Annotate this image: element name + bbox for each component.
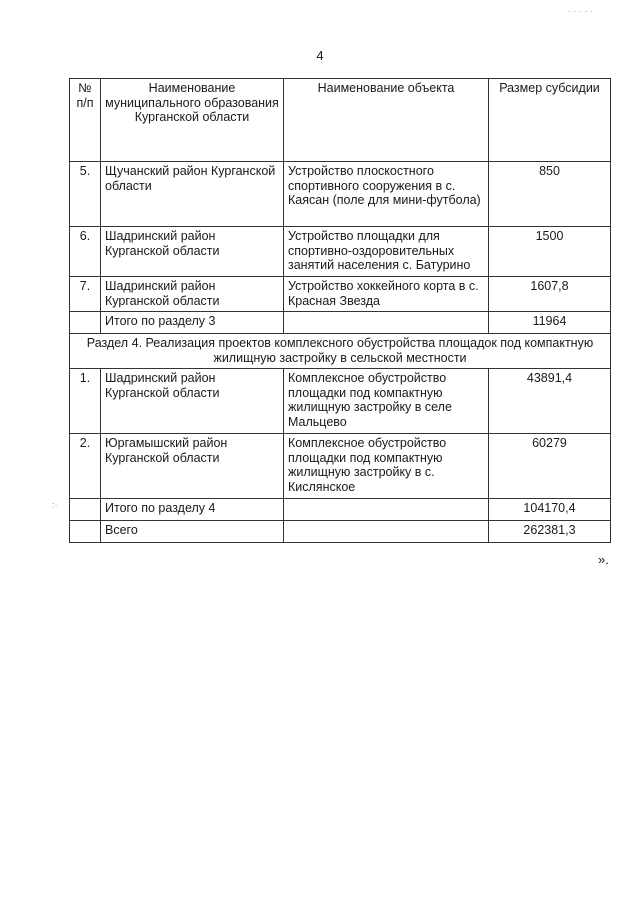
empty-cell [284, 499, 489, 521]
header-num: № п/п [70, 79, 101, 162]
header-object: Наименование объекта [284, 79, 489, 162]
row-object: Комплексное обустройство площадки под компактную жилищную застройку в селе Мальцево [284, 369, 489, 434]
empty-cell [284, 521, 489, 543]
empty-cell [284, 312, 489, 334]
total-label: Итого по разделу 3 [101, 312, 284, 334]
table-header-row [70, 79, 611, 162]
row-object: Комплексное обустройство площадки под компактную жилищную застройку в с. Кислянское [284, 434, 489, 499]
row-subsidy: 850 [489, 162, 611, 227]
table-row [70, 162, 611, 227]
empty-cell [70, 521, 101, 543]
table-row [70, 227, 611, 277]
row-municipality: Шадринский район Курганской области [101, 369, 284, 434]
row-subsidy: 43891,4 [489, 369, 611, 434]
section-4-title-row [70, 334, 611, 369]
subsidy-table [69, 78, 611, 543]
total-row-section-3 [70, 312, 611, 334]
grand-total-subsidy: 262381,3 [489, 521, 611, 543]
header-municipality: Наименование муниципального образования Курганской области [101, 79, 284, 162]
empty-cell [70, 312, 101, 334]
grand-total-row [70, 521, 611, 543]
total-subsidy: 11964 [489, 312, 611, 334]
row-num: 2. [70, 434, 101, 499]
scan-mark-top-right: · · · · · [568, 6, 593, 16]
row-object: Устройство хоккейного корта в с. Красная Звезда [284, 277, 489, 312]
row-municipality: Шадринский район Курганской области [101, 277, 284, 312]
row-subsidy: 60279 [489, 434, 611, 499]
grand-total-label: Всего [101, 521, 284, 543]
row-municipality: Щучанский район Курганской области [101, 162, 284, 227]
table-row [70, 369, 611, 434]
closing-quote: ». [598, 552, 609, 567]
row-num: 6. [70, 227, 101, 277]
row-subsidy: 1607,8 [489, 277, 611, 312]
row-object: Устройство плоскостного спортивного сооружения в с. Каясан (поле для мини-футбола) [284, 162, 489, 227]
row-num: 1. [70, 369, 101, 434]
header-subsidy: Размер субсидии [489, 79, 611, 162]
row-num: 5. [70, 162, 101, 227]
row-object: Устройство площадки для спортивно-оздоровительных занятий населения с. Батурино [284, 227, 489, 277]
table-row [70, 434, 611, 499]
row-municipality: Шадринский район Курганской области [101, 227, 284, 277]
total-subsidy: 104170,4 [489, 499, 611, 521]
row-municipality: Юргамышский район Курганской области [101, 434, 284, 499]
empty-cell [70, 499, 101, 521]
total-row-section-4 [70, 499, 611, 521]
scan-mark-left-margin: :· [52, 500, 58, 510]
total-label: Итого по разделу 4 [101, 499, 284, 521]
row-subsidy: 1500 [489, 227, 611, 277]
row-num: 7. [70, 277, 101, 312]
page-number: 4 [316, 48, 324, 63]
section-4-title: Раздел 4. Реализация проектов комплексного обустройства площадок под компактную жилищную застройку в сельской местности [70, 334, 611, 369]
table-row [70, 277, 611, 312]
